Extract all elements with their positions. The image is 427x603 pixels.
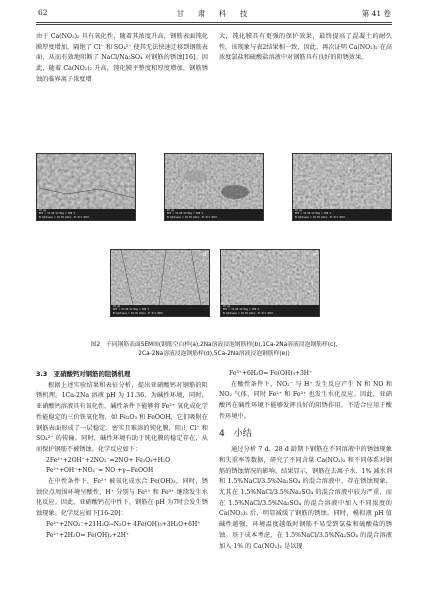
- sem-image-c: [293, 154, 391, 209]
- section-heading-3-3: 3.3 亚硝酸钙对钢筋的阻锈机理: [36, 370, 131, 378]
- mechanism-paragraph-1: 根据上述实验结果和表征分析，提出亚硝酸钙对钢筋的阻锈机理。1Ca-2Na 溶液 pH 为 11.36，为碱性环境，同时，亚硝酸钙溶液具有氧化性，碱性条件下能够将 Fe²⁺ 氧化成化学性能稳定的三价铁氧化物，如 Fe₂O₃ 和 FeOOH，它们吸附在钢筋表面形成了一层稳定、密实且难溶的钝化膜，阻止 Cl⁻ 和 SO₄²⁻ 的传输。同时，碱性环境有助于钝化膜的稳定存在，从而保护钢筋不被锈蚀。化学反应如下：: [36, 381, 208, 453]
- equation-2: Fe²⁺+OH⁻+NO₂⁻= NO +γ−FeOOH: [46, 467, 154, 475]
- equation-3: Fe²⁺+2NO₂⁻+21H₂O→N₂O+ 4Fe(OH)₃+3H₂O+6H⁺: [46, 520, 201, 528]
- sem-info2-e: Brightness = 49.9% Date: 27 Oct 2023: [223, 311, 273, 315]
- sem-scale-a: 10 μm: [39, 209, 46, 212]
- equation-5: Fe³⁺+6H₂O= Fe(OH)₃+3H⁺: [229, 370, 313, 377]
- sem-image-d: [111, 250, 209, 305]
- sem-scale-d: 10 μm: [113, 305, 120, 308]
- sem-scale-c: 10 μm: [295, 209, 302, 212]
- equation-4: Fe²⁺+2H₂O= Fe(OH)₂+2H⁺: [46, 531, 130, 539]
- summary-paragraph: 通过分析 7 d、28 d 龄期下钢筋在不同溶液中的锈蚀现象和失重率等数据，研究了不同含量 Ca(NO₂)₂ 和不同体系对钢筋的锈蚀情况的影响。结果显示，钢筋在去离子水、1% 减水剂和 1.5%NaCl/3.5%Na₂SO₄ 的混合溶液中，存在锈蚀现象，尤其在 1.5%NaCl/3.5%Na₂SO₄ 的混合溶液中较为严重，而在 1.5%NaCl/3.5%Na₂SO₄ 的混合溶液中加入不同浓度的 Ca(NO₂)₂ 后，明显减缓了钢筋的锈蚀。同时，模拟液 pH 值碱性越强，环境温度越低时钢筋不易受到氯盐和硫酸盐的锈蚀。基于成本考虑，在 1.5%NaCl/3.5%Na₂SO₄ 的混合溶液加入 1% 的 Ca(NO₂)₂ 是以现: [219, 446, 392, 550]
- sem-info1-c: EHT = 15.00 kV Mag = 500 X: [295, 212, 331, 216]
- volume-label: 第 41 卷: [361, 9, 391, 18]
- sem-info-bar-d: [111, 305, 210, 316]
- sem-info-bar-c: [293, 209, 392, 220]
- sem-image-b: [165, 154, 263, 209]
- sem-info1-d: EHT = 15.00 kV Mag = 500 X: [113, 308, 149, 312]
- sem-info2-b: Brightness = 49.9% Date: 27 Oct 2023: [167, 215, 217, 219]
- section-heading-4: 4 小结: [219, 428, 252, 439]
- sem-panel-c: [292, 153, 392, 221]
- sem-info2-a: Brightness = 49.9% Date: 27 Oct 2023: [39, 215, 89, 219]
- sem-scale-b: 10 μm: [167, 209, 174, 212]
- mechanism-paragraph-3: 在酸性条件下，NO₂⁻ 与 H⁺ 发生反应产生 N 和 NO 和 NO₂ 气体，同时 Fe²⁺ 和 Fe³⁺ 也发生水化反应。因此，亚硝酸钙在碱性环境下能够发挥良好的阻锈作用，不适合应用于酸性环境中。: [219, 380, 392, 420]
- sem-panel-e: [220, 249, 320, 317]
- caption-line-1: 图2 不同钢筋表面SEM图(钢筋空白样(a),2Na溶液浸泡钢筋样(b),1Ca-2Na溶液浸泡钢筋样(c),: [90, 342, 338, 348]
- page-number: 62: [38, 8, 48, 17]
- sem-info1-e: EHT = 15.00 kV Mag = 500 X: [223, 308, 259, 312]
- header-rule-thin: [36, 24, 392, 25]
- panel-label-d: d: [202, 252, 206, 258]
- sem-panel-d: [110, 249, 210, 317]
- sem-image-a: [37, 154, 135, 209]
- continued-paragraph-right: 大，钝化膜具有更强的保护效果，最终提高了混凝土的耐久性。该现象与表2结果相一致，因此，再次证明 Ca(NO₂)₂ 在高浓度氯盐和硫酸盐溶液中对钢筋具有良好的阻锈效果。: [219, 33, 392, 62]
- sem-scale-e: 10 μm: [223, 305, 230, 308]
- sem-info-bar-b: [165, 209, 264, 220]
- sem-info1-a: EHT = 15.00 kV Mag = 500 X: [39, 212, 75, 216]
- sem-info2-d: Brightness = 49.9% Date: 27 Oct 2023: [113, 311, 163, 315]
- mechanism-paragraph-2: 在中性条件下，Fe²⁺ 被氧化成水合 Fe(OH)₃，同时，锈蚀位点周围环境呈酸性，H⁺ 分别与 Fe²⁺ 和 Fe³⁺ 继续发生水化反应。因此，亚硝酸钙在中性下，钢筋在 pH 为7时会发生锈蚀现象。化学反应如下[16-20]：: [36, 478, 208, 518]
- sem-info1-b: EHT = 15.00 kV Mag = 500 X: [167, 212, 203, 216]
- sem-panel-b: [164, 153, 264, 221]
- top-right-column: [219, 32, 392, 64]
- left-main-column: [36, 369, 208, 541]
- panel-label-b: b: [256, 156, 260, 162]
- caption-line-2: 2Ca-2Na溶液浸泡钢筋样(d),5Ca-2Na溶液浸泡钢筋样(e)): [138, 351, 290, 357]
- right-main-column: [219, 369, 392, 552]
- figure-caption: [36, 341, 392, 359]
- panel-label-a: a: [128, 156, 132, 162]
- sem-info2-c: Brightness = 49.9% Date: 27 Oct 2023: [295, 215, 345, 219]
- sem-info-bar-a: [37, 209, 136, 220]
- journal-title: 甘 肃 科 技: [176, 9, 251, 18]
- sem-info-bar-e: [221, 305, 320, 316]
- continued-paragraph: 由于 Ca(NO₂)₂ 具有氧化性，随着其浓度升高，钢筋表面钝化膜厚度增加，隔绝了 Cl⁻ 和 SO₄²⁻ 使其无法快速迁移到钢筋表面，从而有效地阻断了 NaCl/Na₂SO₄ 对钢筋的锈蚀[16]。因此，随着 Ca(NO₂)₂ 升高，钝化膜平整度和厚度增加，钢筋锈蚀的临界离子浓度增: [36, 33, 208, 83]
- equation-1: 2Fe²⁺+2OH⁻+2NO₂⁻=2NO+ Fe₂O₃+H₂O: [46, 456, 171, 464]
- panel-label-c: c: [385, 156, 388, 162]
- header-rule: [36, 22, 392, 23]
- panel-label-e: e: [312, 252, 316, 258]
- top-left-column: [36, 32, 208, 86]
- sem-panel-a: [36, 153, 136, 221]
- sem-image-e: [221, 250, 319, 305]
